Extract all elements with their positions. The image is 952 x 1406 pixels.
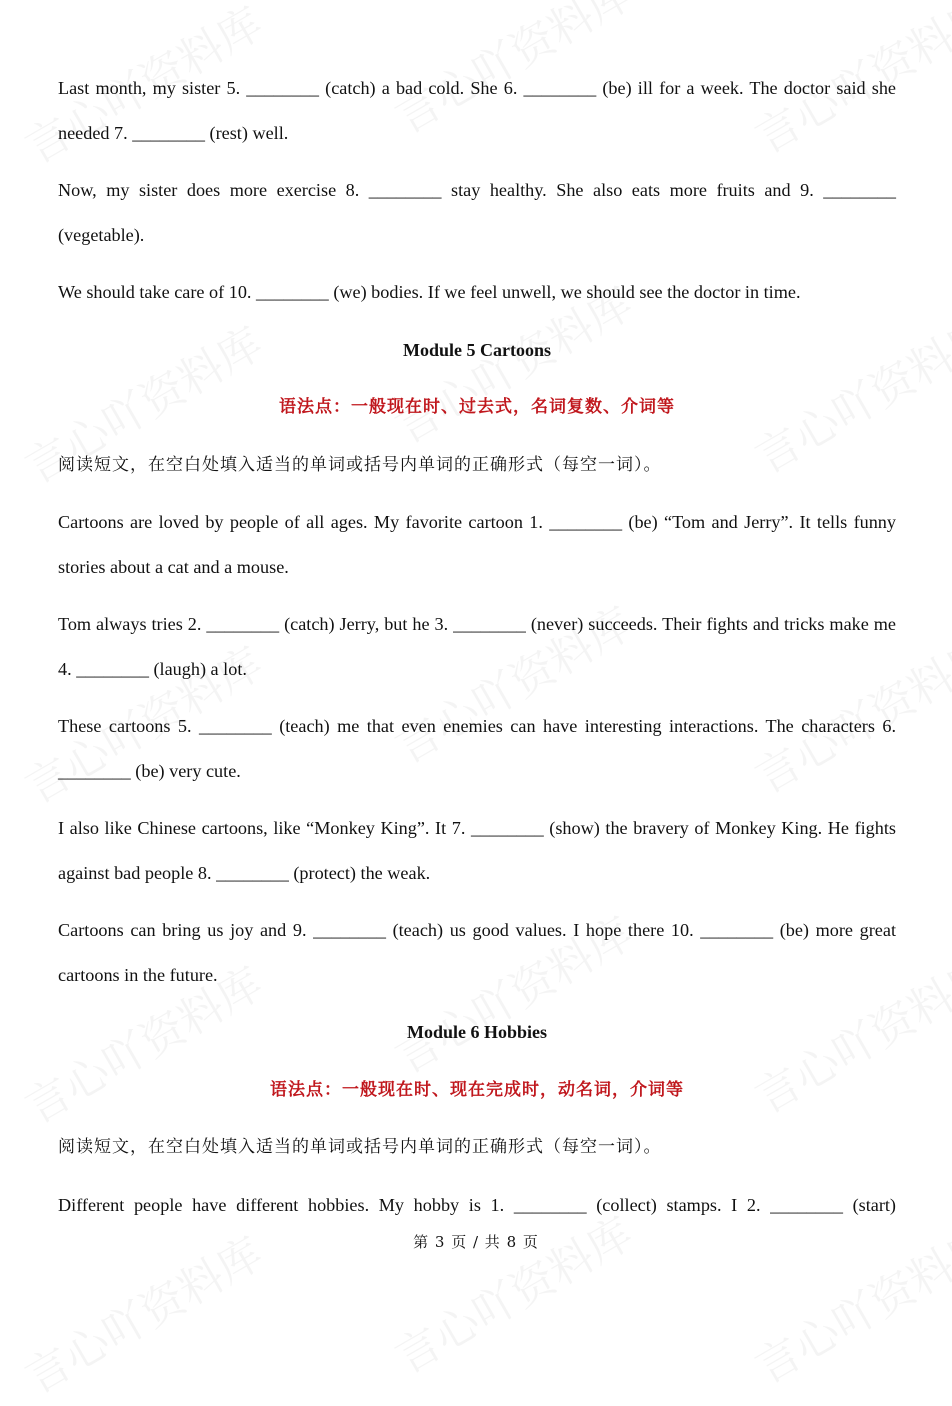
paragraph: Cartoons are loved by people of all ages. My favorite cartoon 1. ________ (be) “Tom and Jerry”. It tells funny stories about a cat and a mouse. (58, 512, 896, 577)
module-6-title: Module 6 Hobbies (406, 1022, 548, 1042)
paragraph: Last month, my sister 5. ________ (catch) a bad cold. She 6. ________ (be) ill for a week. The doctor said she needed 7. ________ (rest) well. (58, 78, 896, 143)
module-5-title: Module 5 Cartoons (403, 339, 551, 360)
page-content (58, 66, 896, 1240)
module-6-grammar-points: 语法点：一般现在时、现在完成时，动名词，介词等 (270, 1079, 684, 1100)
module-5-grammar-points: 语法点：一般现在时、过去式，名词复数、介词等 (279, 397, 675, 417)
paragraph: I also like Chinese cartoons, like “Monkey King”. It 7. ________ (show) the bravery of Monkey King. He fights against bad people 8. ________ (protect) the weak. (58, 818, 896, 883)
paragraph: These cartoons 5. ________ (teach) me that even enemies can have interesting interactions. The characters 6. ________ (be) very cute. (58, 716, 896, 781)
paragraph: Different people have different hobbies. My hobby is 1. ________ (collect) stamps. I 2. ________ (start) (58, 1194, 896, 1215)
page-footer: 第 3 页 / 共 8 页 (413, 1233, 539, 1251)
paragraph: Cartoons can bring us joy and 9. ________ (teach) us good values. I hope there 10. ________ (be) more great cartoons in the future. (58, 920, 896, 985)
module-6-instruction: 阅读短文，在空白处填入适当的单词或括号内单词的正确形式（每空一词）。 (58, 1137, 662, 1157)
paragraph: Now, my sister does more exercise 8. ________ stay healthy. She also eats more fruits and 9. ________ (vegetable). (58, 180, 896, 245)
paragraph: We should take care of 10. ________ (we) bodies. If we feel unwell, we should see the doctor in time. (58, 282, 801, 302)
paragraph: Tom always tries 2. ________ (catch) Jerry, but he 3. ________ (never) succeeds. Their fights and tricks make me 4. ________ (laugh) a lot. (58, 614, 896, 679)
module-5-instruction: 阅读短文，在空白处填入适当的单词或括号内单词的正确形式（每空一词）。 (58, 454, 662, 475)
